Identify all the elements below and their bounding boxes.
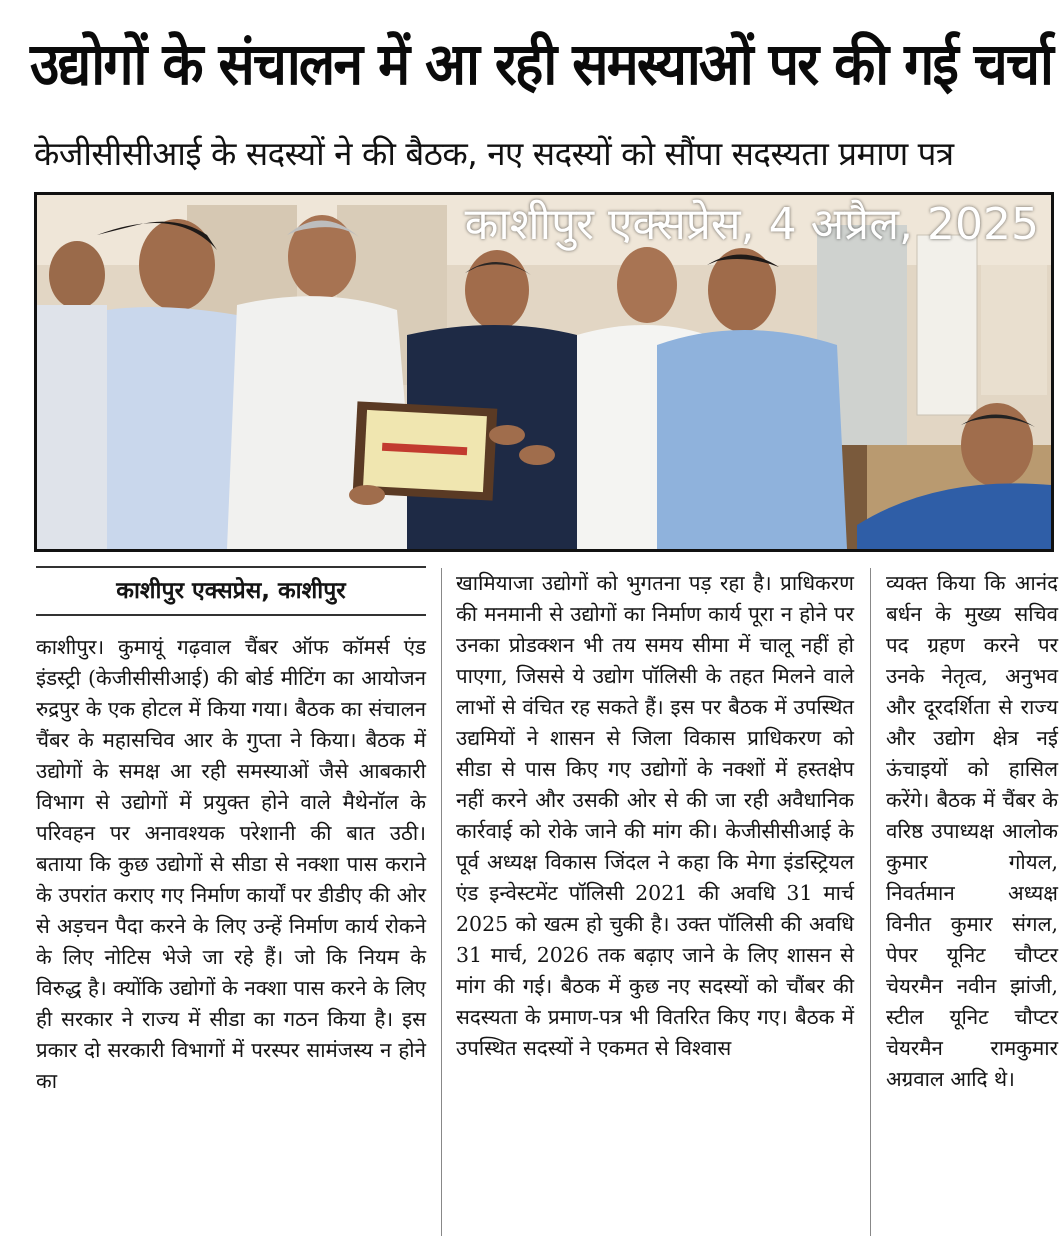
column-2-text: खामियाजा उद्योगों को भुगतना पड़ रहा है। प्राधिकरण की मनमानी से उद्योगों का निर्माण कार्य पूरा न होने पर उनका प्रोडक्शन भी तय समय सीमा में चालू नहीं हो पाएगा, जिससे ये उद्योग पॉलिसी के तहत मिलने वाले लाभों से वंचित रह सकते हैं। इस पर बैठक में उपस्थित उद्यमियों ने शासन से जिला विकास प्राधिकरण को सीडा से पास किए गए उद्योगों के नक्शों में हस्तक्षेप नहीं करने और उसकी ओर से की जा रही अवैधानिक कार्रवाई को रोके जाने की मांग की। केजीसीसीआई के पूर्व अध्यक्ष विकास जिंदल ने कहा कि मेगा इंडस्ट्रियल एंड इन्वेस्टमेंट पॉलिसी 2021 की अवधि 31 मार्च 2025 को खत्म हो चुकी है। उक्त पॉलिसी की अवधि 31 मार्च, 2026 तक बढ़ाए जाने के लिए शासन से मांग की गई। बैठक में कुछ नए सदस्यों को चौंबर की सदस्यता के प्रमाण-पत्र भी वितरित किए गए। बैठक में उपस्थित सदस्यों ने एकमत से विश्वास [456, 571, 854, 1060]
photo-caption: काशीपुर एक्सप्रेस, 4 अप्रैल, 2025 [464, 199, 1039, 250]
subheadline: केजीसीसीआई के सदस्यों ने की बैठक, नए सदस्यों को सौंपा सदस्यता प्रमाण पत्र [34, 134, 954, 173]
byline: काशीपुर एक्सप्रेस, काशीपुर [36, 566, 426, 616]
column-divider [441, 568, 442, 1236]
article-column-3 [886, 568, 1058, 1095]
column-1-text: काशीपुर। कुमायूं गढ़वाल चैंबर ऑफ कॉमर्स एंड इंडस्ट्री (केजीसीसीआई) की बोर्ड मीटिंग का आयोजन रुद्रपुर के एक होटल में किया गया। बैठक का संचालन चैंबर के महासचिव आर के गुप्ता ने किया। बैठक में उद्योगों के समक्ष आ रही समस्याओं जैसे आबकारी विभाग से उद्योगों में प्रयुक्त होने वाले मैथेनॉल के परिवहन पर अनावश्यक परेशानी की बात उठी। बताया कि कुछ उद्योगों से सीडा से नक्शा पास कराने के उपरांत कराए गए निर्माण कार्यों पर डीडीए की ओर से अड़चन पैदा करने के लिए उन्हें निर्माण कार्य रोकने के लिए नोटिस भेजे जा रहे हैं। जो कि नियम के विरुद्ध है। क्योंकि उद्योगों के नक्शा पास करने के लिए ही सरकार ने राज्य में सीडा का गठन किया है। इस प्रकार दो सरकारी विभागों में परस्पर सामंजस्य न होने का [36, 635, 426, 1093]
article-column-2 [456, 568, 854, 1064]
headline: उद्योगों के संचालन में आ रही समस्याओं पर की गई चर्चा [30, 30, 1053, 98]
news-photo [34, 192, 1054, 552]
column-divider [870, 568, 871, 1236]
column-3-text: व्यक्त किया कि आनंद बर्धन के मुख्य सचिव पद ग्रहण करने पर उनके नेतृत्व, अनुभव और दूरदर्शिता से राज्य और उद्योग क्षेत्र नई ऊंचाइयों को हासिल करेंगे। बैठक में चैंबर के वरिष्ठ उपाध्यक्ष आलोक कुमार गोयल, निवर्तमान अध्यक्ष विनीत कुमार संगल, पेपर यूनिट चौप्टर चेयरमैन नवीन झांजी, स्टील यूनिट चौप्टर चेयरमैन रामकुमार अग्रवाल आदि थे। [886, 571, 1058, 1091]
article-column-1 [36, 564, 426, 1097]
